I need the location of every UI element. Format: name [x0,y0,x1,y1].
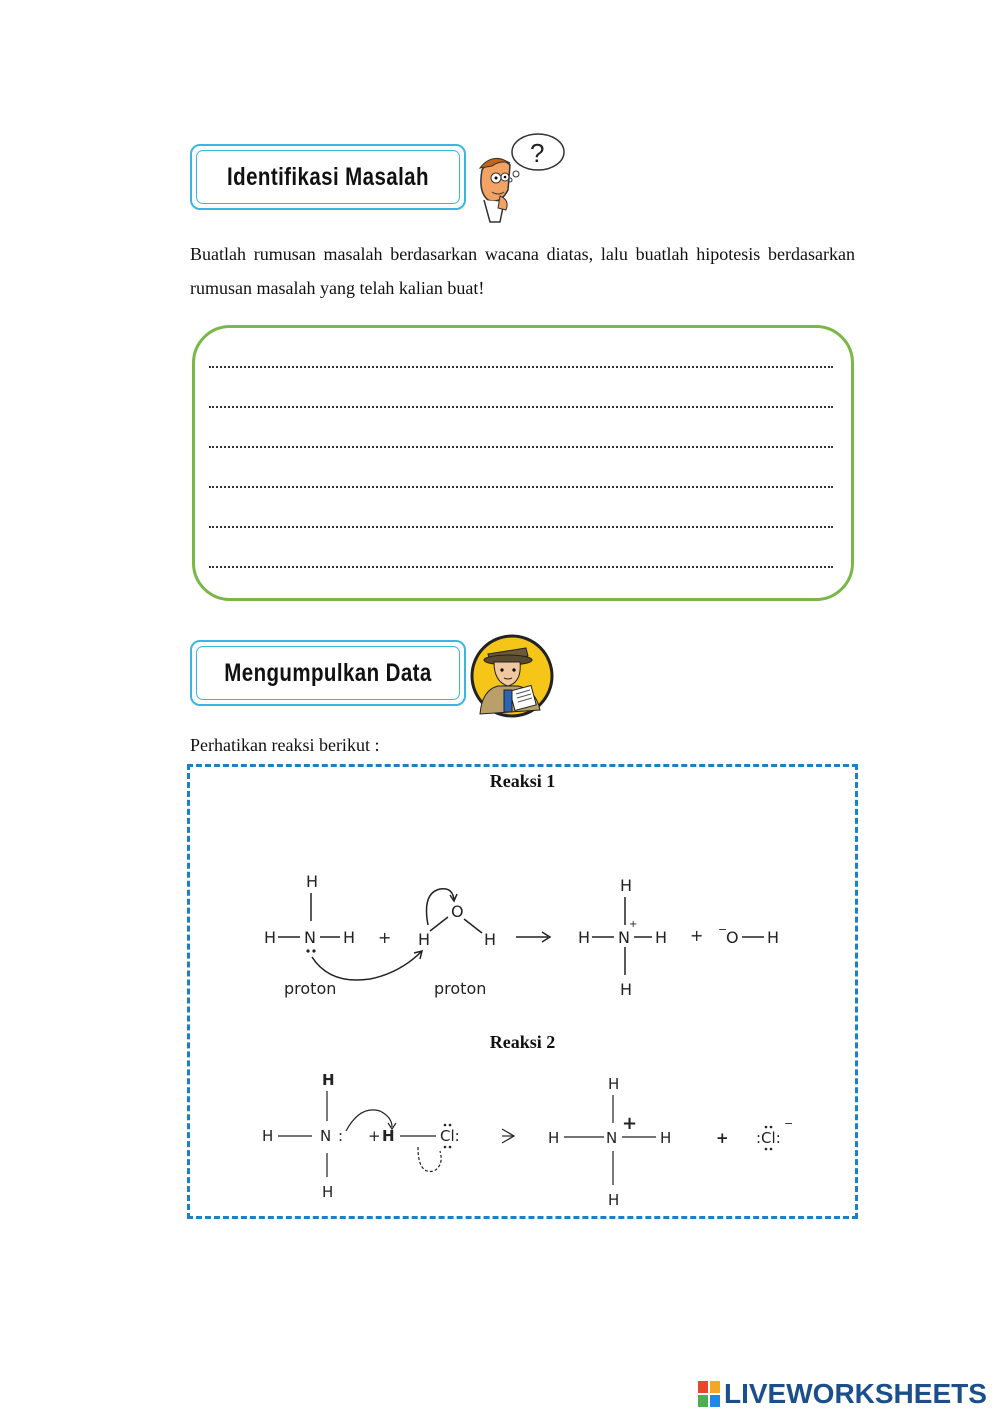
liveworksheets-logo [697,1377,987,1411]
svg-text:H: H [262,1127,274,1145]
svg-text:−: − [718,923,728,936]
section-title-text: Mengumpulkan Data [224,658,432,687]
liveworksheets-logo-text: LIVEWORKSHEETS [724,1378,987,1409]
answer-line[interactable] [209,526,833,528]
svg-text:H: H [306,872,319,891]
svg-text:H: H [322,1071,335,1089]
thinking-man-icon [470,130,570,225]
svg-text:H: H [620,980,633,999]
svg-text:H: H [660,1129,672,1147]
svg-text:−: − [784,1117,794,1130]
svg-text:H: H [343,928,356,947]
svg-text:H: H [620,876,633,895]
svg-text:+: + [368,1127,381,1145]
svg-text:H: H [767,928,780,947]
answer-box[interactable] [192,325,854,601]
svg-text:Cl:: Cl: [440,1127,460,1145]
svg-text:H: H [608,1191,620,1205]
svg-text:H: H [264,928,277,947]
answer-line[interactable] [209,366,833,368]
proton-label-right: proton [434,979,487,998]
svg-text:+: + [716,1129,729,1147]
section-title-mengumpulkan [190,640,466,706]
answer-line[interactable] [209,406,833,408]
svg-text:N: N [304,928,316,947]
instruction-text: Buatlah rumusan masalah berdasarkan wacana diatas, lalu buatlah hipotesis berdasarkan rumusan masalah yang telah kalian buat! [190,244,855,298]
svg-text:+: + [622,1113,638,1134]
svg-text:H: H [484,930,497,949]
answer-line[interactable] [209,566,833,568]
svg-text:?: ? [530,138,545,168]
svg-text:H: H [655,928,668,947]
svg-text:H: H [548,1129,560,1147]
answer-line[interactable] [209,446,833,448]
svg-text:H: H [322,1183,334,1201]
answer-line[interactable] [209,486,833,488]
reaksi-1-title: Reaksi 1 [489,771,556,791]
svg-text:H: H [608,1075,620,1093]
svg-text:N: N [320,1127,332,1145]
svg-text:H: H [382,1127,395,1145]
section-title-text: Identifikasi Masalah [227,162,429,191]
svg-text:+: + [378,928,392,947]
svg-text:N: N [618,928,630,947]
detective-icon [468,630,556,720]
svg-text:H: H [418,930,431,949]
svg-text:O: O [726,928,739,947]
svg-text:H: H [578,928,591,947]
svg-text::: : [338,1127,344,1145]
svg-text:N: N [606,1129,618,1147]
reaction-box [187,764,858,1219]
svg-text:+: + [629,919,638,930]
intro-text: Perhatikan reaksi berikut : [190,735,380,755]
svg-text:O: O [451,902,464,921]
proton-label-left: proton [284,979,337,998]
svg-text::Cl:: :Cl: [756,1129,781,1147]
reaksi-2-diagram [250,1065,810,1205]
svg-text:+: + [690,926,704,945]
liveworksheets-logo-icon [697,1380,721,1408]
section-title-identifikasi [190,144,466,210]
reaksi-2-title: Reaksi 2 [489,1032,556,1052]
